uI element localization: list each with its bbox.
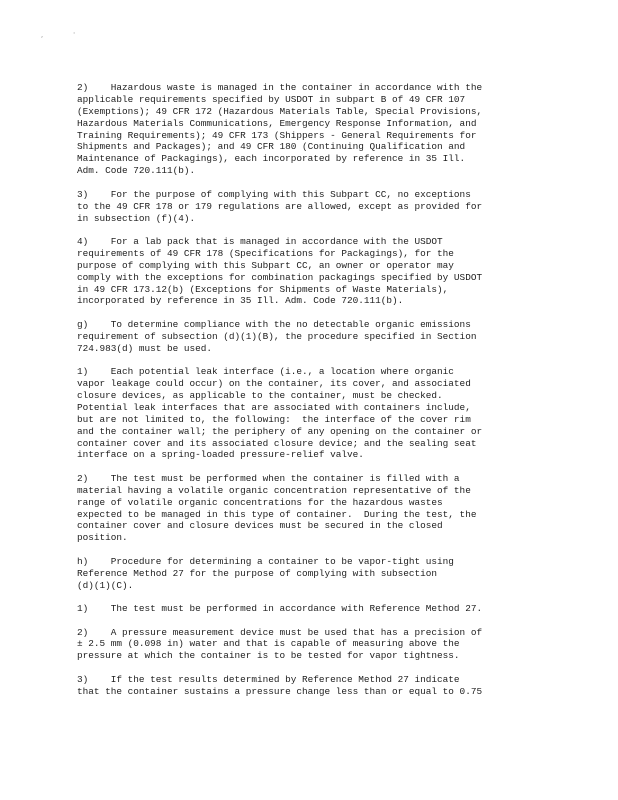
scan-mark: ' xyxy=(72,31,77,39)
text-line: Training Requirements); 49 CFR 173 (Shippers - General Requirements for xyxy=(77,129,477,141)
scan-mark: , xyxy=(40,31,45,39)
text-line: pressure at which the container is to be tested for vapor tightness. xyxy=(77,650,460,662)
text-line: (Exemptions); 49 CFR 172 (Hazardous Materials Table, Special Provisions, xyxy=(77,105,483,117)
text-line: and the container wall; the periphery of any opening on the container or xyxy=(77,425,483,437)
text-line: expected to be managed in this type of container. During the test, the xyxy=(77,508,477,520)
text-line: Adm. Code 720.111(b). xyxy=(77,165,196,177)
text-line: h) Procedure for determining a container to be vapor-tight using xyxy=(77,555,454,567)
text-line: (d)(1)(C). xyxy=(77,579,134,591)
text-line: comply with the exceptions for combination packagings specified by USDOT xyxy=(77,271,483,283)
paragraph xyxy=(77,556,547,592)
text-line: 3) If the test results determined by Reference Method 27 indicate xyxy=(77,673,460,685)
text-line: Shipments and Packages); and 49 CFR 180 (Continuing Qualification and xyxy=(77,141,466,153)
text-line: requirement of subsection (d)(1)(B), the procedure specified in Section xyxy=(77,330,477,342)
text-line: to the 49 CFR 178 or 179 regulations are allowed, except as provided for xyxy=(77,200,483,212)
text-line: container cover and closure devices must be secured in the closed xyxy=(77,520,443,532)
text-line: 4) For a lab pack that is managed in accordance with the USDOT xyxy=(77,235,443,247)
text-line: Maintenance of Packagings), each incorporated by reference in 35 Ill. xyxy=(77,153,466,165)
text-line: 1) Each potential leak interface (i.e., a location where organic xyxy=(77,366,454,378)
text-line: g) To determine compliance with the no detectable organic emissions xyxy=(77,318,471,330)
text-line: Hazardous Materials Communications, Emergency Response Information, and xyxy=(77,117,477,129)
text-line: purpose of complying with this Subpart CC, an owner or operator may xyxy=(77,259,454,271)
text-line: 724.983(d) must be used. xyxy=(77,342,213,354)
text-line: applicable requirements specified by USDOT in subpart B of 49 CFR 107 xyxy=(77,93,466,105)
paragraph xyxy=(77,82,547,177)
text-line: container cover and its associated closure device; and the sealing seat xyxy=(77,437,477,449)
paragraph xyxy=(77,473,547,544)
paragraph xyxy=(77,319,547,355)
paragraph xyxy=(77,603,547,615)
paragraph xyxy=(77,236,547,307)
paragraph xyxy=(77,674,547,698)
text-line: 1) The test must be performed in accordance with Reference Method 27. xyxy=(77,603,483,615)
text-line: Potential leak interfaces that are associated with containers include, xyxy=(77,401,471,413)
text-line: vapor leakage could occur) on the container, its cover, and associated xyxy=(77,378,471,390)
text-line: 3) For the purpose of complying with this Subpart CC, no exceptions xyxy=(77,188,471,200)
text-line: 2) A pressure measurement device must be used that has a precision of xyxy=(77,626,483,638)
text-line: that the container sustains a pressure change less than or equal to 0.75 xyxy=(77,685,483,697)
text-line: position. xyxy=(77,532,128,544)
text-line: incorporated by reference in 35 Ill. Adm. Code 720.111(b). xyxy=(77,295,404,307)
text-line: in 49 CFR 173.12(b) (Exceptions for Shipments of Waste Materials), xyxy=(77,283,449,295)
paragraph xyxy=(77,189,547,225)
text-line: Reference Method 27 for the purpose of complying with subsection xyxy=(77,567,438,579)
text-line: range of volatile organic concentrations for the hazardous wastes xyxy=(77,496,443,508)
text-line: closure devices, as applicable to the container, must be checked. xyxy=(77,389,443,401)
text-line: ± 2.5 mm (0.098 in) water and that is capable of measuring above the xyxy=(77,638,460,650)
text-line: requirements of 49 CFR 178 (Specifications for Packagings), for the xyxy=(77,247,454,259)
text-line: 2) Hazardous waste is managed in the container in accordance with the xyxy=(77,82,483,93)
text-line: in subsection (f)(4). xyxy=(77,212,196,224)
text-line: but are not limited to, the following: the interface of the cover rim xyxy=(77,413,471,425)
regulation-text xyxy=(77,82,547,709)
paragraph xyxy=(77,366,547,461)
text-line: material having a volatile organic concentration representative of the xyxy=(77,484,471,496)
paragraph xyxy=(77,627,547,663)
text-line: 2) The test must be performed when the container is filled with a xyxy=(77,472,460,484)
text-line: interface on a spring-loaded pressure-relief valve. xyxy=(77,449,364,461)
